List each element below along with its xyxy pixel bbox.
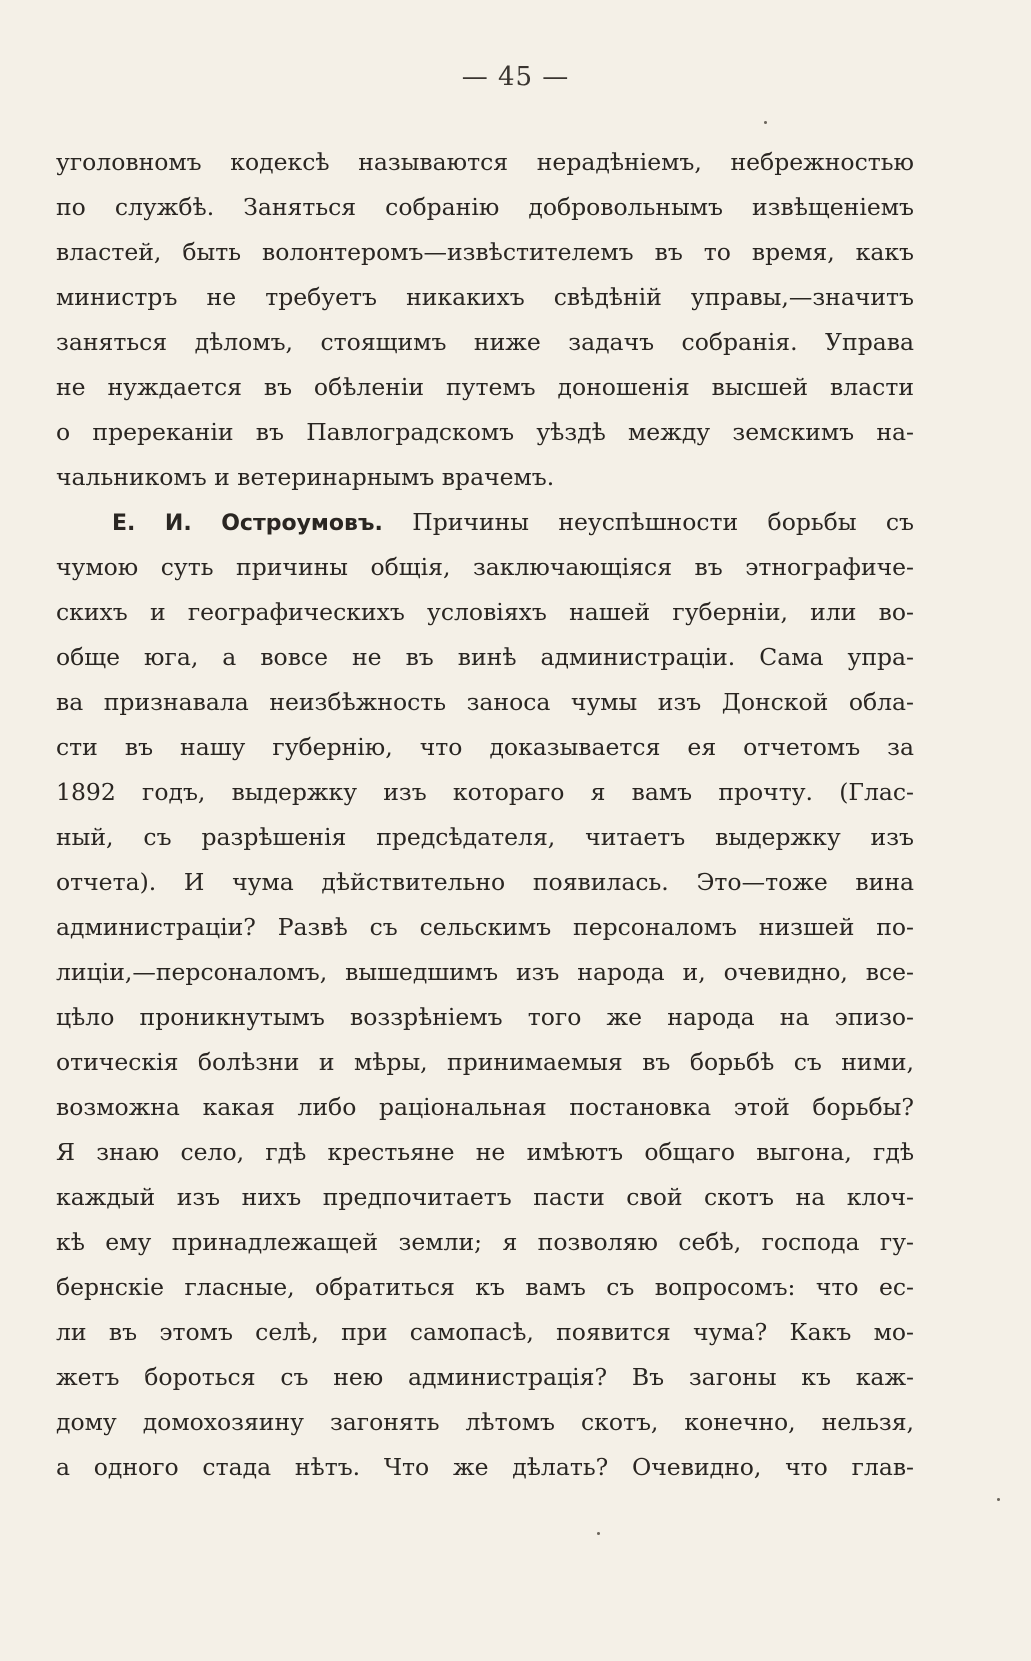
text-line: властей, быть волонтеромъ—извѣстителемъ въ то время, какъ: [56, 238, 914, 266]
text-line: а одного стада нѣтъ. Что же дѣлать? Очевидно, что глав-: [56, 1453, 914, 1481]
paper-speck: [597, 1532, 600, 1535]
text-line: каждый изъ нихъ предпочитаетъ пасти свой скотъ на клоч-: [56, 1183, 914, 1211]
paper-speck: [764, 121, 767, 124]
text-line: уголовномъ кодексѣ называются нерадѣніемъ, небрежностью: [56, 148, 914, 176]
text-line: чальникомъ и ветеринарнымъ врачемъ.: [56, 463, 555, 491]
text-line: цѣло проникнутымъ воззрѣніемъ того же народа на эпизо-: [56, 1003, 914, 1031]
text-line: лиціи,—персоналомъ, вышедшимъ изъ народа и, очевидно, все-: [56, 958, 914, 986]
text-line: не нуждается въ обѣленіи путемъ доношенія высшей власти: [56, 373, 914, 401]
paper-speck: [997, 1498, 1000, 1501]
text-line: ли въ этомъ селѣ, при самопасѣ, появится чума? Какъ мо-: [56, 1318, 914, 1346]
text-line: по службѣ. Заняться собранію добровольнымъ извѣщеніемъ: [56, 193, 914, 221]
text-line: скихъ и географическихъ условіяхъ нашей губерніи, или во-: [56, 598, 914, 626]
text-line: возможна какая либо раціональная постановка этой борьбы?: [56, 1093, 914, 1121]
body-text: [56, 140, 914, 1490]
text-line: чумою суть причины общія, заключающіяся въ этнографиче-: [56, 553, 914, 581]
text-line: сти въ нашу губернію, что доказывается ея отчетомъ за: [56, 733, 914, 761]
text-line: администраціи? Развѣ съ сельскимъ персоналомъ низшей по-: [56, 913, 914, 941]
text-line: отическія болѣзни и мѣры, принимаемыя въ борьбѣ съ ними,: [56, 1048, 914, 1076]
text-line: Я знаю село, гдѣ крестьяне не имѣютъ общаго выгона, гдѣ: [56, 1138, 914, 1166]
text-line: отчета). И чума дѣйствительно появилась. Это—тоже вина: [56, 868, 914, 896]
text-line: бернскіе гласные, обратиться къ вамъ съ вопросомъ: что ес-: [56, 1273, 914, 1301]
text-line: кѣ ему принадлежащей земли; я позволяю себѣ, господа гу-: [56, 1228, 914, 1256]
speaker-name: Е. И. Остроумовъ.: [112, 511, 383, 536]
speaker-line: [56, 500, 914, 545]
page-number: — 45 —: [461, 62, 570, 92]
text-line: ный, съ разрѣшенія предсѣдателя, читаетъ выдержку изъ: [56, 823, 914, 851]
text-line: дому домохозяину загонять лѣтомъ скотъ, конечно, нельзя,: [56, 1408, 914, 1436]
text-line: ва признавала неизбѣжность заноса чумы изъ Донской обла-: [56, 688, 914, 716]
text-line: жетъ бороться съ нею администрація? Въ загоны къ каж-: [56, 1363, 914, 1391]
text-line: о пререканіи въ Павлоградскомъ уѣздѣ между земскимъ на-: [56, 418, 914, 446]
speaker-line-text: Причины неуспѣшности борьбы съ: [412, 508, 914, 536]
text-line: 1892 годъ, выдержку изъ котораго я вамъ прочту. (Глас-: [56, 778, 914, 806]
text-line: обще юга, а вовсе не въ винѣ администраціи. Сама упра-: [56, 643, 914, 671]
text-line: заняться дѣломъ, стоящимъ ниже задачъ собранія. Управа: [56, 328, 914, 356]
text-line: министръ не требуетъ никакихъ свѣдѣній управы,—значитъ: [56, 283, 914, 311]
